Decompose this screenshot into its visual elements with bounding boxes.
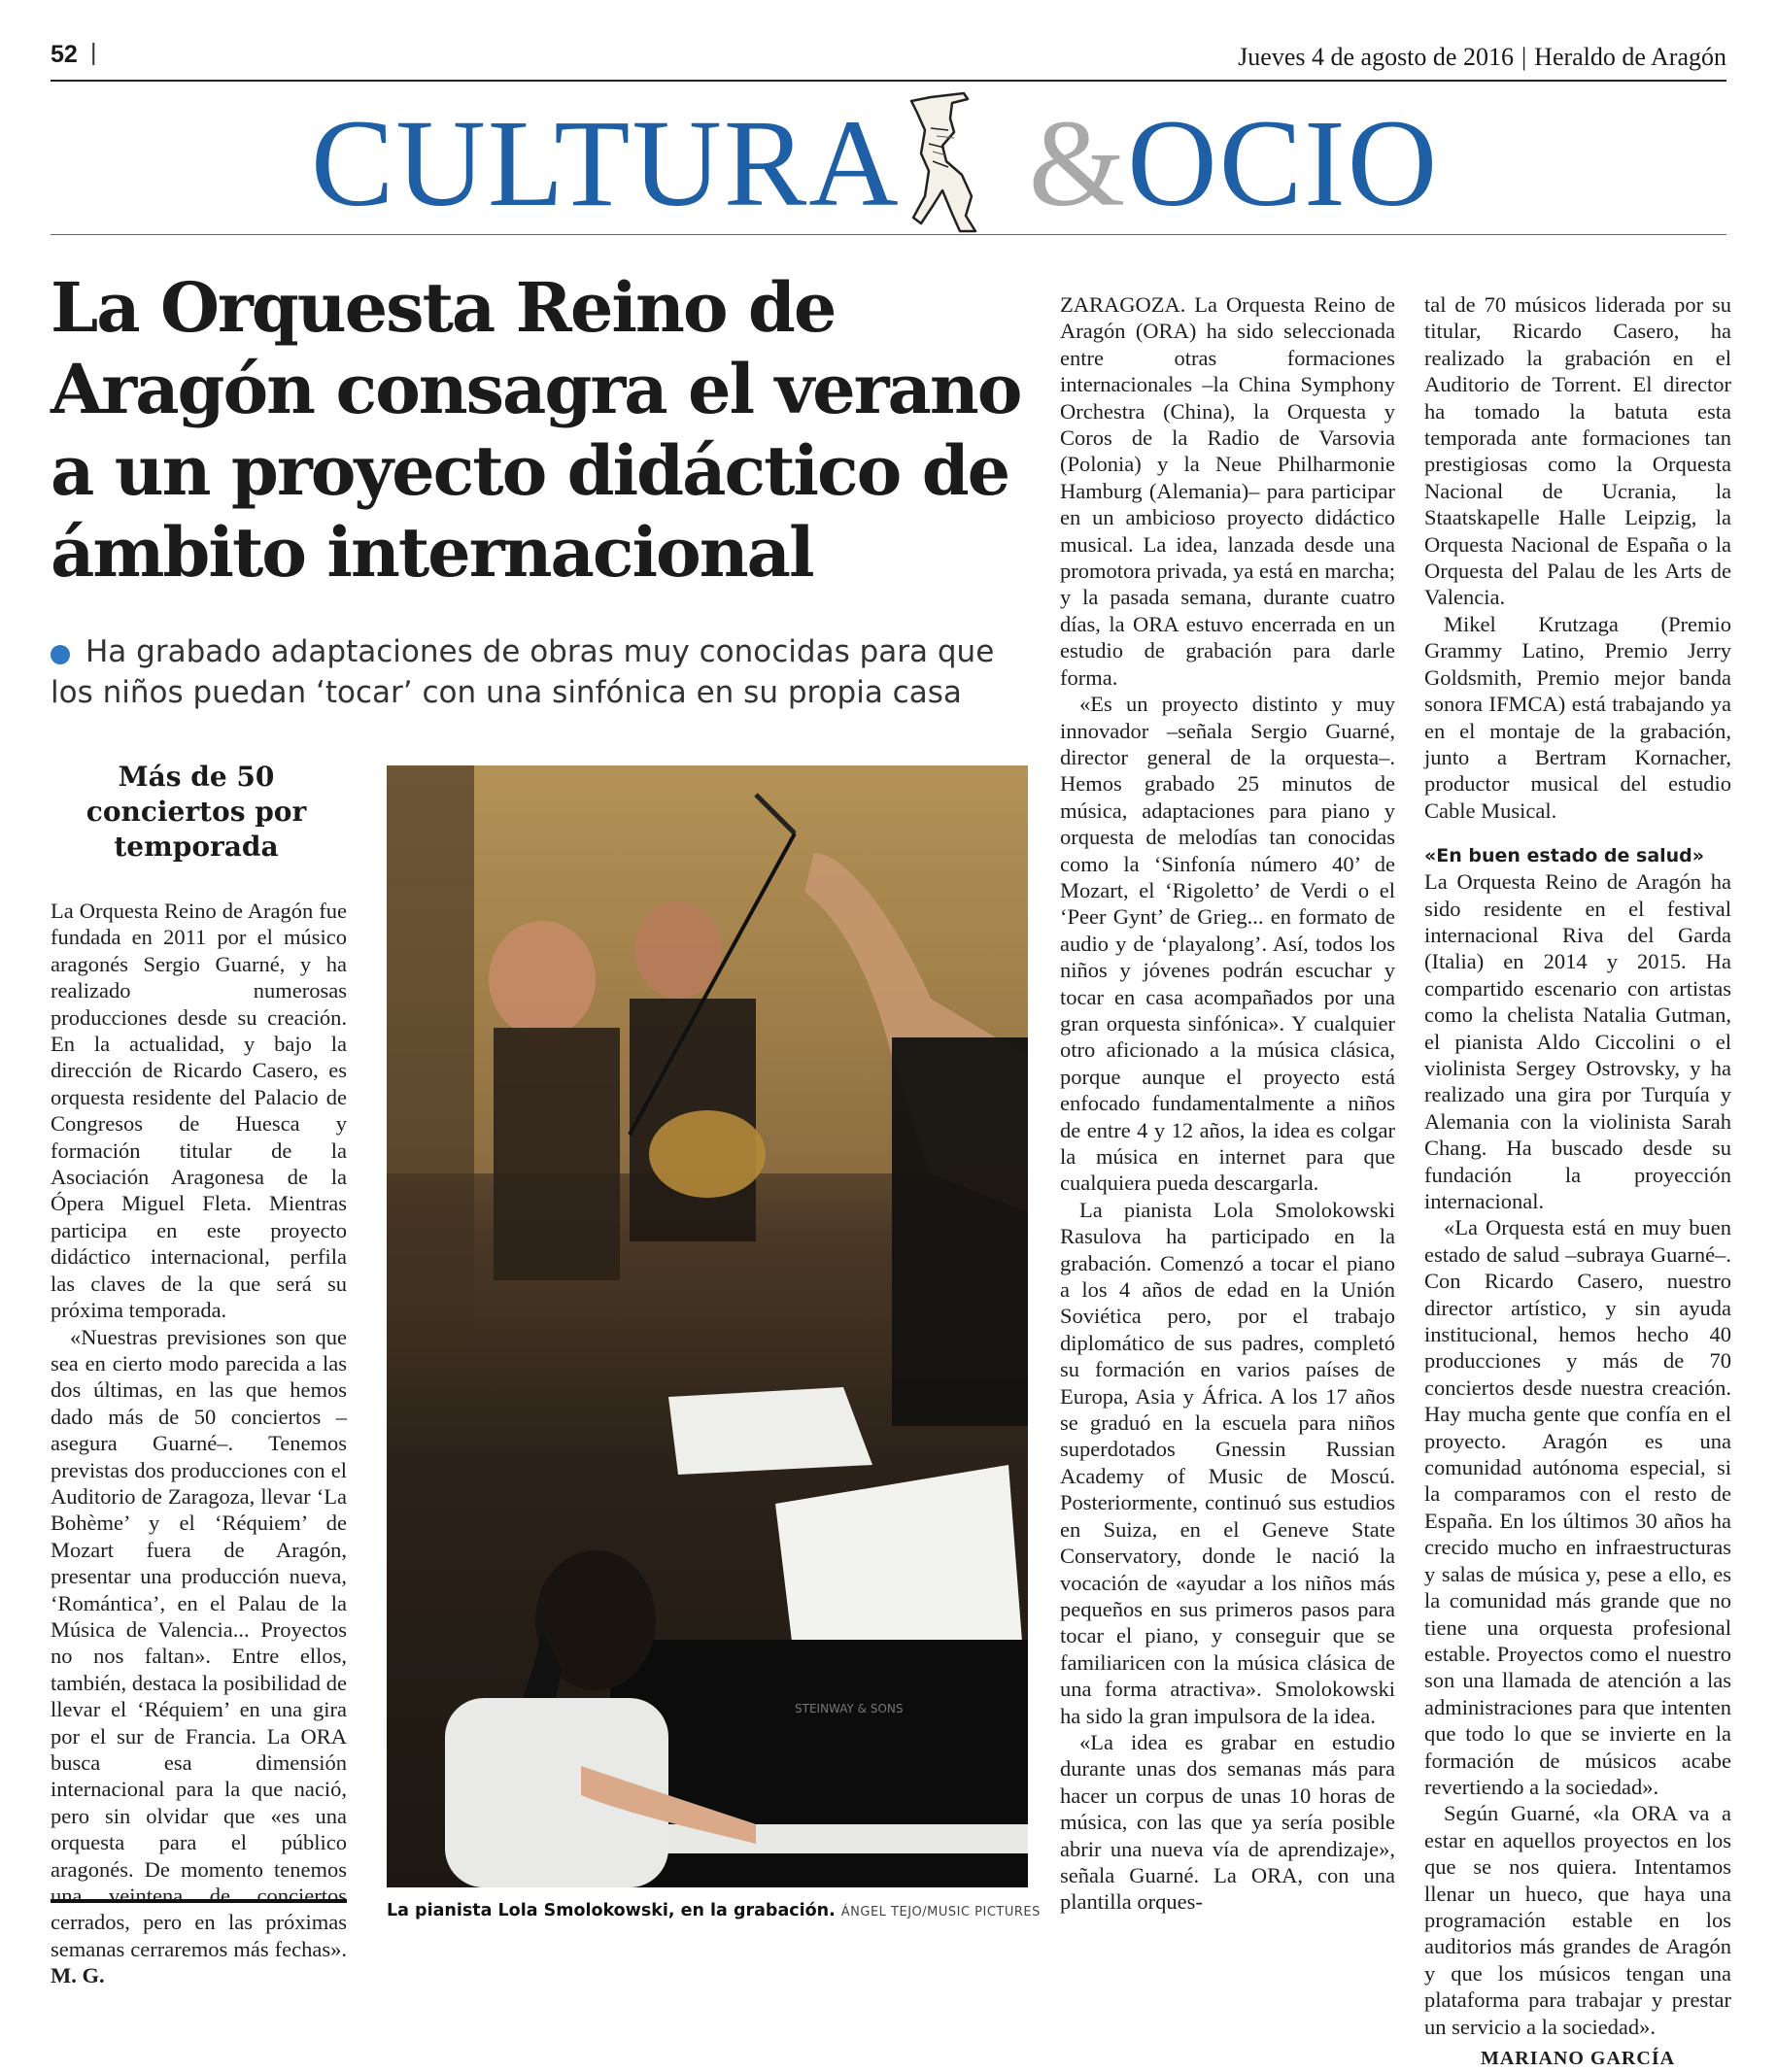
sidebar-body <box>51 898 347 1989</box>
publication-name: Heraldo de Aragón <box>1534 43 1726 71</box>
article-paragraph: ZARAGOZA. La Orquesta Reino de Aragón (ORA) ha sido seleccionada entre otras formaciones internacionales –la China Symphony Orchestra (China), la Orquesta y Coros de la Radio de Varsovia (Polonia) y la Neue Philharmonie Hamburg (Alemania)– para participar en un ambicioso proyecto didáctico musical. La idea, lanzada desde una promotora privada, ya está en marcha; y la pasada semana, durante cuatro días, la ORA estuvo encerrada en un estudio de grabación para darle forma. <box>1060 292 1395 690</box>
sidebar-title: Más de 50 conciertos por temporada <box>85 761 307 863</box>
statue-icon <box>874 89 1020 235</box>
masthead-ocio: OCIO <box>1127 94 1440 232</box>
sidebar-bottom-rule <box>51 1899 347 1903</box>
article-photo <box>387 765 1028 1887</box>
sidebar-signature: M. G. <box>51 1963 105 1988</box>
article-subhead: Ha grabado adaptaciones de obras muy conocidas para que los niños puedan ‘tocar’ con una sinfónica en su propia casa <box>51 634 995 710</box>
article-paragraph: «La Orquesta está en muy buen estado de salud –subraya Guarné–. Con Ricardo Casero, nuestro director artístico, y sin ayuda institucional, hemos hecho 40 producciones y más de 70 conciertos desde nuestra creación. Hay mucha gente que confía en el proyecto. Aragón es una comunidad autónoma especial, si la comparamos con el resto de España. En los últimos 30 años ha crecido mucho en infraestructuras y salas de música y, pese a ello, es la comunidad más grande que no tiene una orquesta profesional estable. Proyectos como el nuestro son una llamada de atención a las administraciones para que intenten que todo lo que se invierte en la formación de músicos acabe revertiendo a la sociedad». <box>1424 1215 1731 1799</box>
article-paragraph: La pianista Lola Smolokowski Rasulova ha participado en la grabación. Comenzó a tocar el piano a los 4 años de edad en la Unión Soviética pero, por el trabajo diplomático de sus padres, completó su formación en varios países de Europa, Asia y África. A los 17 años se graduó en la escuela para niños superdotados Gnessin Russian Academy of Music de Moscú. Posteriormente, continuó sus estudios en Suiza, en el Geneve State Conservatory, donde le nació la vocación de «ayudar a los niños más pequeños en sus primeros pasos para tocar el piano, y conseguir que se familiaricen con la música clásica de una forma atractiva». Smolokowski ha sido la gran impulsora de la idea. <box>1060 1197 1395 1728</box>
article-intertitle: «En buen estado de salud» <box>1424 845 1705 867</box>
photo-caption <box>387 1901 1047 1920</box>
article-paragraph: Según Guarné, «la ORA va a estar en aquellos proyectos en los que se nos quiera. Intentamos llenar un hueco, que haya una programación estable en los auditorios más grandes de Aragón y que los músicos tengan una plataforma para trabajar y prestar un servicio a la sociedad». <box>1424 1801 1731 2039</box>
sidebar-paragraph: La Orquesta Reino de Aragón fue fundada en 2011 por el músico aragonés Sergio Guarné, y ha realizado numerosas producciones desde su creación. En la actualidad, y bajo la dirección de Ricardo Casero, es orquesta residente del Palacio de Congresos de Huesca y formación titular de la Asociación Aragonesa de la Ópera Miguel Fleta. Mientras participa en este proyecto didáctico internacional, perfila las claves de la que será su próxima temporada. <box>51 899 347 1323</box>
masthead-rule <box>51 234 1726 235</box>
article-paragraph: La Orquesta Reino de Aragón ha sido residente en el festival internacional Riva del Garda (Italia) en 2014 y 2015. Ha compartido escenario con artistas como la chelista Natalia Gutman, el pianista Aldo Ciccolini o el violinista Sergey Ostrovsky, y ha realizado una gira por Turquía y Alemania con la violinista Sarah Chang. Ha buscado desde su fundación la proyección internacional. <box>1424 869 1731 1213</box>
header-separator: | <box>90 39 97 66</box>
sidebar-paragraph-text: «Nuestras previsiones son que sea en cierto modo parecida a las dos últimas, en las que hemos dado más de 50 conciertos –asegura Guarné–. Tenemos previstas dos producciones con el Auditorio de Zaragoza, llevar ‘La Bohème’ y el ‘Réquiem’ de Mozart fuera de Aragón, presentar una producción nueva, ‘Romántica’, en el Palau de la Música de Valencia... Proyectos no nos faltan». Entre ellos, también, destaca la posibilidad de llevar el ‘Réquiem’ en una gira por el sur de Francia. La ORA busca esa dimensión internacional para la que nació, pero sin olvidar que «es una orquesta para el público aragonés. De momento tenemos una veintena de conciertos cerrados, pero en las próximas semanas cerraremos más fechas». <box>51 1324 347 1961</box>
photo-illustration <box>387 765 1028 1887</box>
piano-brand-text: STEINWAY & SONS <box>795 1702 904 1715</box>
masthead-cultura: CULTURA <box>311 94 901 232</box>
page-number: 52 <box>51 41 78 68</box>
article-column-2 <box>1424 291 1731 2072</box>
issue-date: Jueves 4 de agosto de 2016 <box>1238 43 1514 71</box>
top-rule <box>51 80 1726 82</box>
header-dateline <box>1238 43 1726 72</box>
article-paragraph: «Es un proyecto distinto y muy innovador –señala Sergio Guarné, director general de la orquesta–. Hemos grabado 25 minutos de música, adaptaciones para piano y orquesta de melodías tan conocidas como la ‘Sinfonía número 40’ de Mozart, el ‘Rigoletto’ de Verdi o el ‘Peer Gynt’ de Grieg... en formato de audio y de ‘playalong’. Así, todos los niños y jóvenes podrán escuchar y tocar en casa acompañados por una gran orquesta sinfónica». Y cualquier otro aficionado a la música clásica, porque aunque el proyecto está enfocado fundamentalmente a niños de entre 4 y 12 años, la idea es colgar la música en internet para que cualquiera pueda descargarla. <box>1060 692 1395 1196</box>
article-paragraph: Mikel Krutzaga (Premio Grammy Latino, Premio Jerry Goldsmith, Premio mejor banda sonora IFMCA) está trabajando ya en el montaje de la grabación, junto a Bertram Kornacher, productor musical del estudio Cable Musical. <box>1424 611 1731 823</box>
sidebar-paragraph <box>51 1324 347 1989</box>
article-headline: La Orquesta Reino de Aragón consagra el verano a un proyecto didáctico de ámbito internacional <box>51 267 1021 593</box>
article-paragraph: «La idea es grabar en estudio durante unas dos semanas más para hacer un corpus de unas 10 horas de música, con las que ya sería posible abrir una nueva vía de aprendizaje», señala Guarné. La ORA, con una plantilla orques- <box>1060 1729 1395 1915</box>
photo-credit: ÁNGEL TEJO/MUSIC PICTURES <box>840 1905 1041 1919</box>
header-separator: | <box>1521 43 1527 71</box>
article-byline: MARIANO GARCÍA <box>1480 2048 1676 2069</box>
masthead-ampersand: & <box>1028 94 1128 232</box>
article-column-1 <box>1060 291 1395 1916</box>
article-paragraph: tal de 70 músicos liderada por su titular, Ricardo Casero, ha realizado la grabación en el Auditorio de Torrent. El director ha tomado la batuta esta temporada ante formaciones tan prestigiosas como la Orquesta Nacional de Ucrania, la Staatskapelle Halle Leipzig, la Orquesta Nacional de España o la Orquesta del Palau de les Arts de Valencia. <box>1424 292 1731 610</box>
caption-text: La pianista Lola Smolokowski, en la grabación. <box>387 1901 836 1920</box>
